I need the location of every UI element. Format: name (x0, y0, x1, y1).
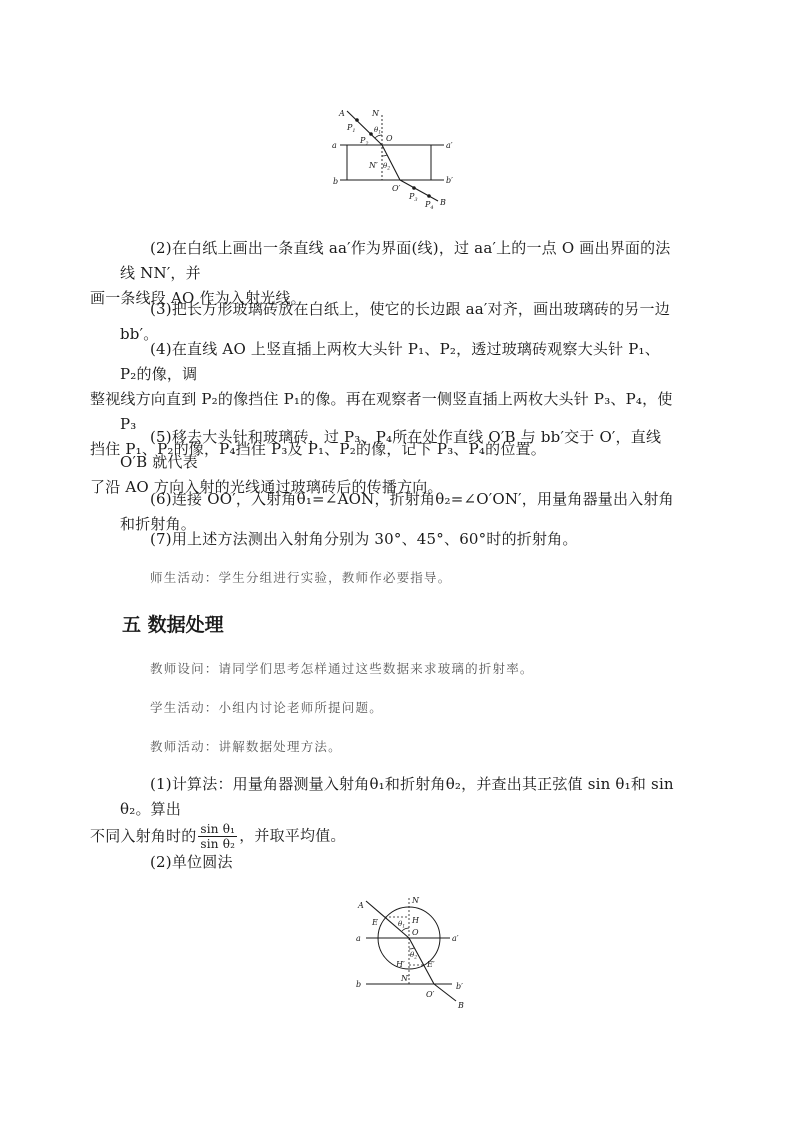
note-teacher-activity: 教师活动：讲解数据处理方法。 (150, 739, 342, 754)
step-4-line-3: 挡住 P₁、P₂的像，P₄挡住 P₃及 P₁、P₂的像，记下 P₃、P₄的位置。 (90, 440, 546, 458)
step-4-line-2: 整视线方向直到 P₂的像挡住 P₁的像。再在观察者一侧竖直插上两枚大头针 P₃、P₄，使 P₃ (90, 390, 673, 433)
label-N: N (372, 109, 379, 118)
fraction-numerator: sin θ₁ (200, 822, 236, 836)
pin-p2 (369, 132, 373, 136)
label-a-prime: a′ (446, 141, 453, 150)
step-5-line-1: (5)移去大头针和玻璃砖，过 P₃、P₄所在处作直线 O′B 与 bb′交于 O′，直线 O′B 就代表 (120, 428, 662, 471)
pin-p3 (412, 186, 416, 190)
label-H-prime: H′ (396, 960, 405, 969)
section-heading: 五 数据处理 (122, 614, 224, 636)
step-4-line-1: (4)在直线 AO 上竖直插上两枚大头针 P₁、P₂，透过玻璃砖观察大头针 P₁、P₂的像，调 (120, 340, 660, 383)
fraction-denominator: sin θ₂ (200, 837, 236, 851)
label-P4: $P_4$ (425, 200, 434, 210)
label-b-prime: b′ (446, 176, 453, 185)
label-b-prime: b′ (456, 982, 463, 991)
label-a-prime: a′ (452, 934, 459, 943)
step-5-line-2: 了沿 AO 方向入射的光线通过玻璃砖后的传播方向。 (90, 478, 443, 496)
label-P1: $P_1$ (347, 123, 356, 134)
label-B: B (440, 198, 446, 207)
step-2-line-2: 画一条线段 AO 作为入射光线。 (90, 289, 306, 307)
label-b: b (356, 980, 362, 989)
refraction-figure-glass-block (330, 105, 460, 210)
step-7: (7)用上述方法测出入射角分别为 30°、45°、60°时的折射角。 (150, 530, 578, 548)
label-O: O (412, 928, 419, 937)
angle-arc-theta2 (409, 948, 414, 949)
pin-p4 (427, 194, 431, 198)
pin-p1 (355, 118, 359, 122)
method-1-line-2-pre: 不同入射角时的 (90, 826, 197, 845)
emergent-ray (434, 984, 456, 1001)
method-1-line-1: (1)计算法：用量角器测量入射角θ₁和折射角θ₂，并查出其正弦值 sin θ₁和 sin θ₂。算出 (120, 775, 674, 818)
label-b: b (333, 177, 339, 186)
label-N-prime: N′ (369, 161, 378, 170)
label-N-prime: N′ (401, 974, 410, 983)
glass-block (347, 145, 431, 180)
unit-circle-figure (350, 893, 480, 1011)
label-P3: $P_3$ (409, 192, 418, 203)
label-A: A (339, 109, 345, 118)
note-student-activity: 学生活动：小组内讨论老师所提问题。 (150, 700, 383, 715)
method-1 (90, 772, 676, 851)
label-E: E (372, 918, 378, 927)
label-P2: $P_2$ (360, 136, 369, 147)
step-6: (6)连接 OO′，入射角θ₁=∠AON，折射角θ₂=∠O′ON′，用量角器量出入射角和折射角。 (120, 490, 674, 533)
label-theta1: $\theta_1$ (398, 920, 406, 930)
label-theta1: $\theta_1$ (374, 126, 382, 136)
note-teacher-student-activity: 师生活动：学生分组进行实验，教师作必要指导。 (150, 570, 452, 585)
label-H: H (412, 916, 419, 925)
label-B: B (458, 1001, 464, 1010)
method-1-line-2-post: ，并取平均值。 (239, 826, 346, 845)
label-N: N (412, 896, 419, 905)
label-theta2: $\theta_2$ (410, 951, 418, 961)
note-teacher-question: 教师设问：请同学们思考怎样通过这些数据来求玻璃的折射率。 (150, 661, 534, 676)
label-E-prime: E′ (427, 960, 435, 969)
method-2: (2)单位圆法 (150, 853, 233, 871)
emergent-ray (400, 180, 438, 201)
label-O-prime: O′ (426, 990, 435, 999)
label-theta2: $\theta_2$ (383, 162, 391, 172)
label-a: a (332, 141, 337, 150)
label-A: A (358, 901, 364, 910)
label-O-prime: O′ (392, 184, 401, 193)
step-3: (3)把长方形玻璃砖放在白纸上，使它的长边跟 aa′对齐，画出玻璃砖的另一边 bb′。 (120, 300, 670, 343)
step-2-line-1: (2)在白纸上画出一条直线 aa′作为界面(线)，过 aa′上的一点 O 画出界面的法线 NN′，并 (120, 239, 671, 282)
label-a: a (356, 934, 361, 943)
angle-arc-theta2 (382, 155, 387, 156)
sine-ratio-fraction (198, 822, 237, 851)
label-O: O (386, 134, 393, 143)
